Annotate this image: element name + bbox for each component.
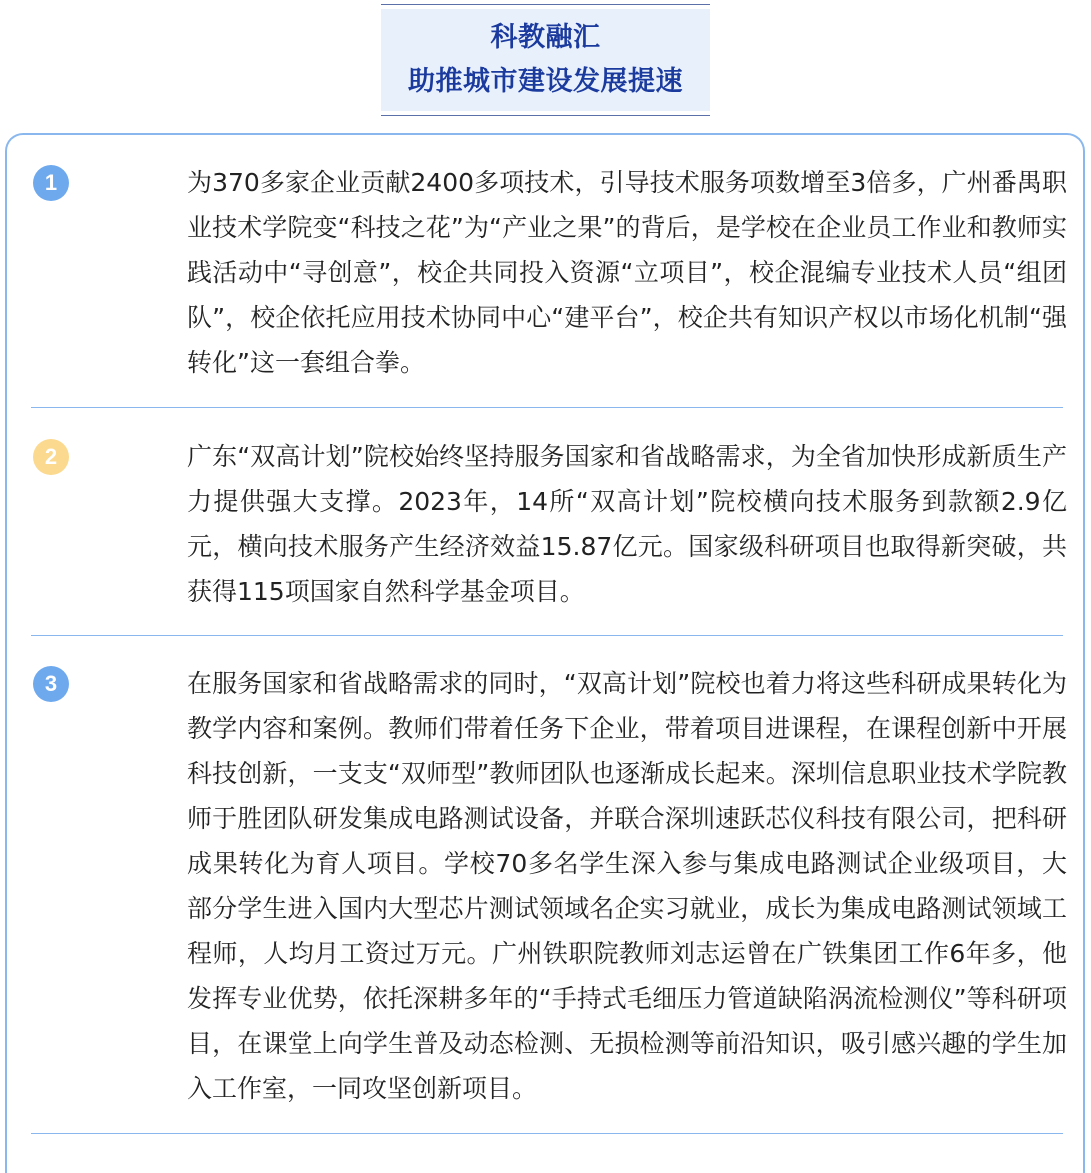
number-badge-3: 3 [33,666,69,702]
title-line-2: 助推城市建设发展提速 [408,66,683,97]
title-banner [381,4,710,116]
title-line-1: 科教融汇 [490,22,601,53]
paragraph-2: 广东“双高计划”院校始终坚持服务国家和省战略需求，为全省加快形成新质生产力提供强大支撑。2023年，14所“双高计划”院校横向技术服务到款额2.9亿元，横向技术服务产生经济效益15.87亿元。国家级科研项目也取得新突破，共获得115项国家自然科学基金项目。 [187,442,1067,606]
paragraph-3: 在服务国家和省战略需求的同时，“双高计划”院校也着力将这些科研成果转化为教学内容和案例。教师们带着任务下企业，带着项目进课程，在课程创新中开展科技创新，一支支“双师型”教师团队也逐渐成长起来。深圳信息职业技术学院教师于胜团队研发集成电路测试设备，并联合深圳速跃芯仪科技有限公司，把科研成果转化为育人项目。学校70多名学生深入参与集成电路测试企业级项目，大部分学生进入国内大型芯片测试领域名企实习就业，成长为集成电路测试领域工程师，人均月工资过万元。广州铁职院教师刘志运曾在广铁集团工作6年多，他发挥专业优势，依托深耕多年的“手持式毛细压力管道缺陷涡流检测仪”等科研项目，在课堂上向学生普及动态检测、无损检测等前沿知识，吸引感兴趣的学生加入工作室，一同攻坚创新项目。 [187,669,1067,1103]
divider-2 [31,635,1063,636]
paragraph-1: 为370多家企业贡献2400多项技术，引导技术服务项数增至3倍多，广州番禺职业技术学院变“科技之花”为“产业之果”的背后，是学校在企业员工作业和教师实践活动中“寻创意”，校企共同投入资源“立项目”，校企混编专业技术人员“组团队”，校企依托应用技术协同中心“建平台”，校企共有知识产权以市场化机制“强转化”这一套组合拳。 [187,168,1067,377]
number-badge-1: 1 [33,165,69,201]
content-card [5,133,1085,1173]
divider-1 [31,407,1063,408]
title-banner-inner [381,9,710,111]
divider-3 [31,1133,1063,1134]
number-badge-2: 2 [33,439,69,475]
